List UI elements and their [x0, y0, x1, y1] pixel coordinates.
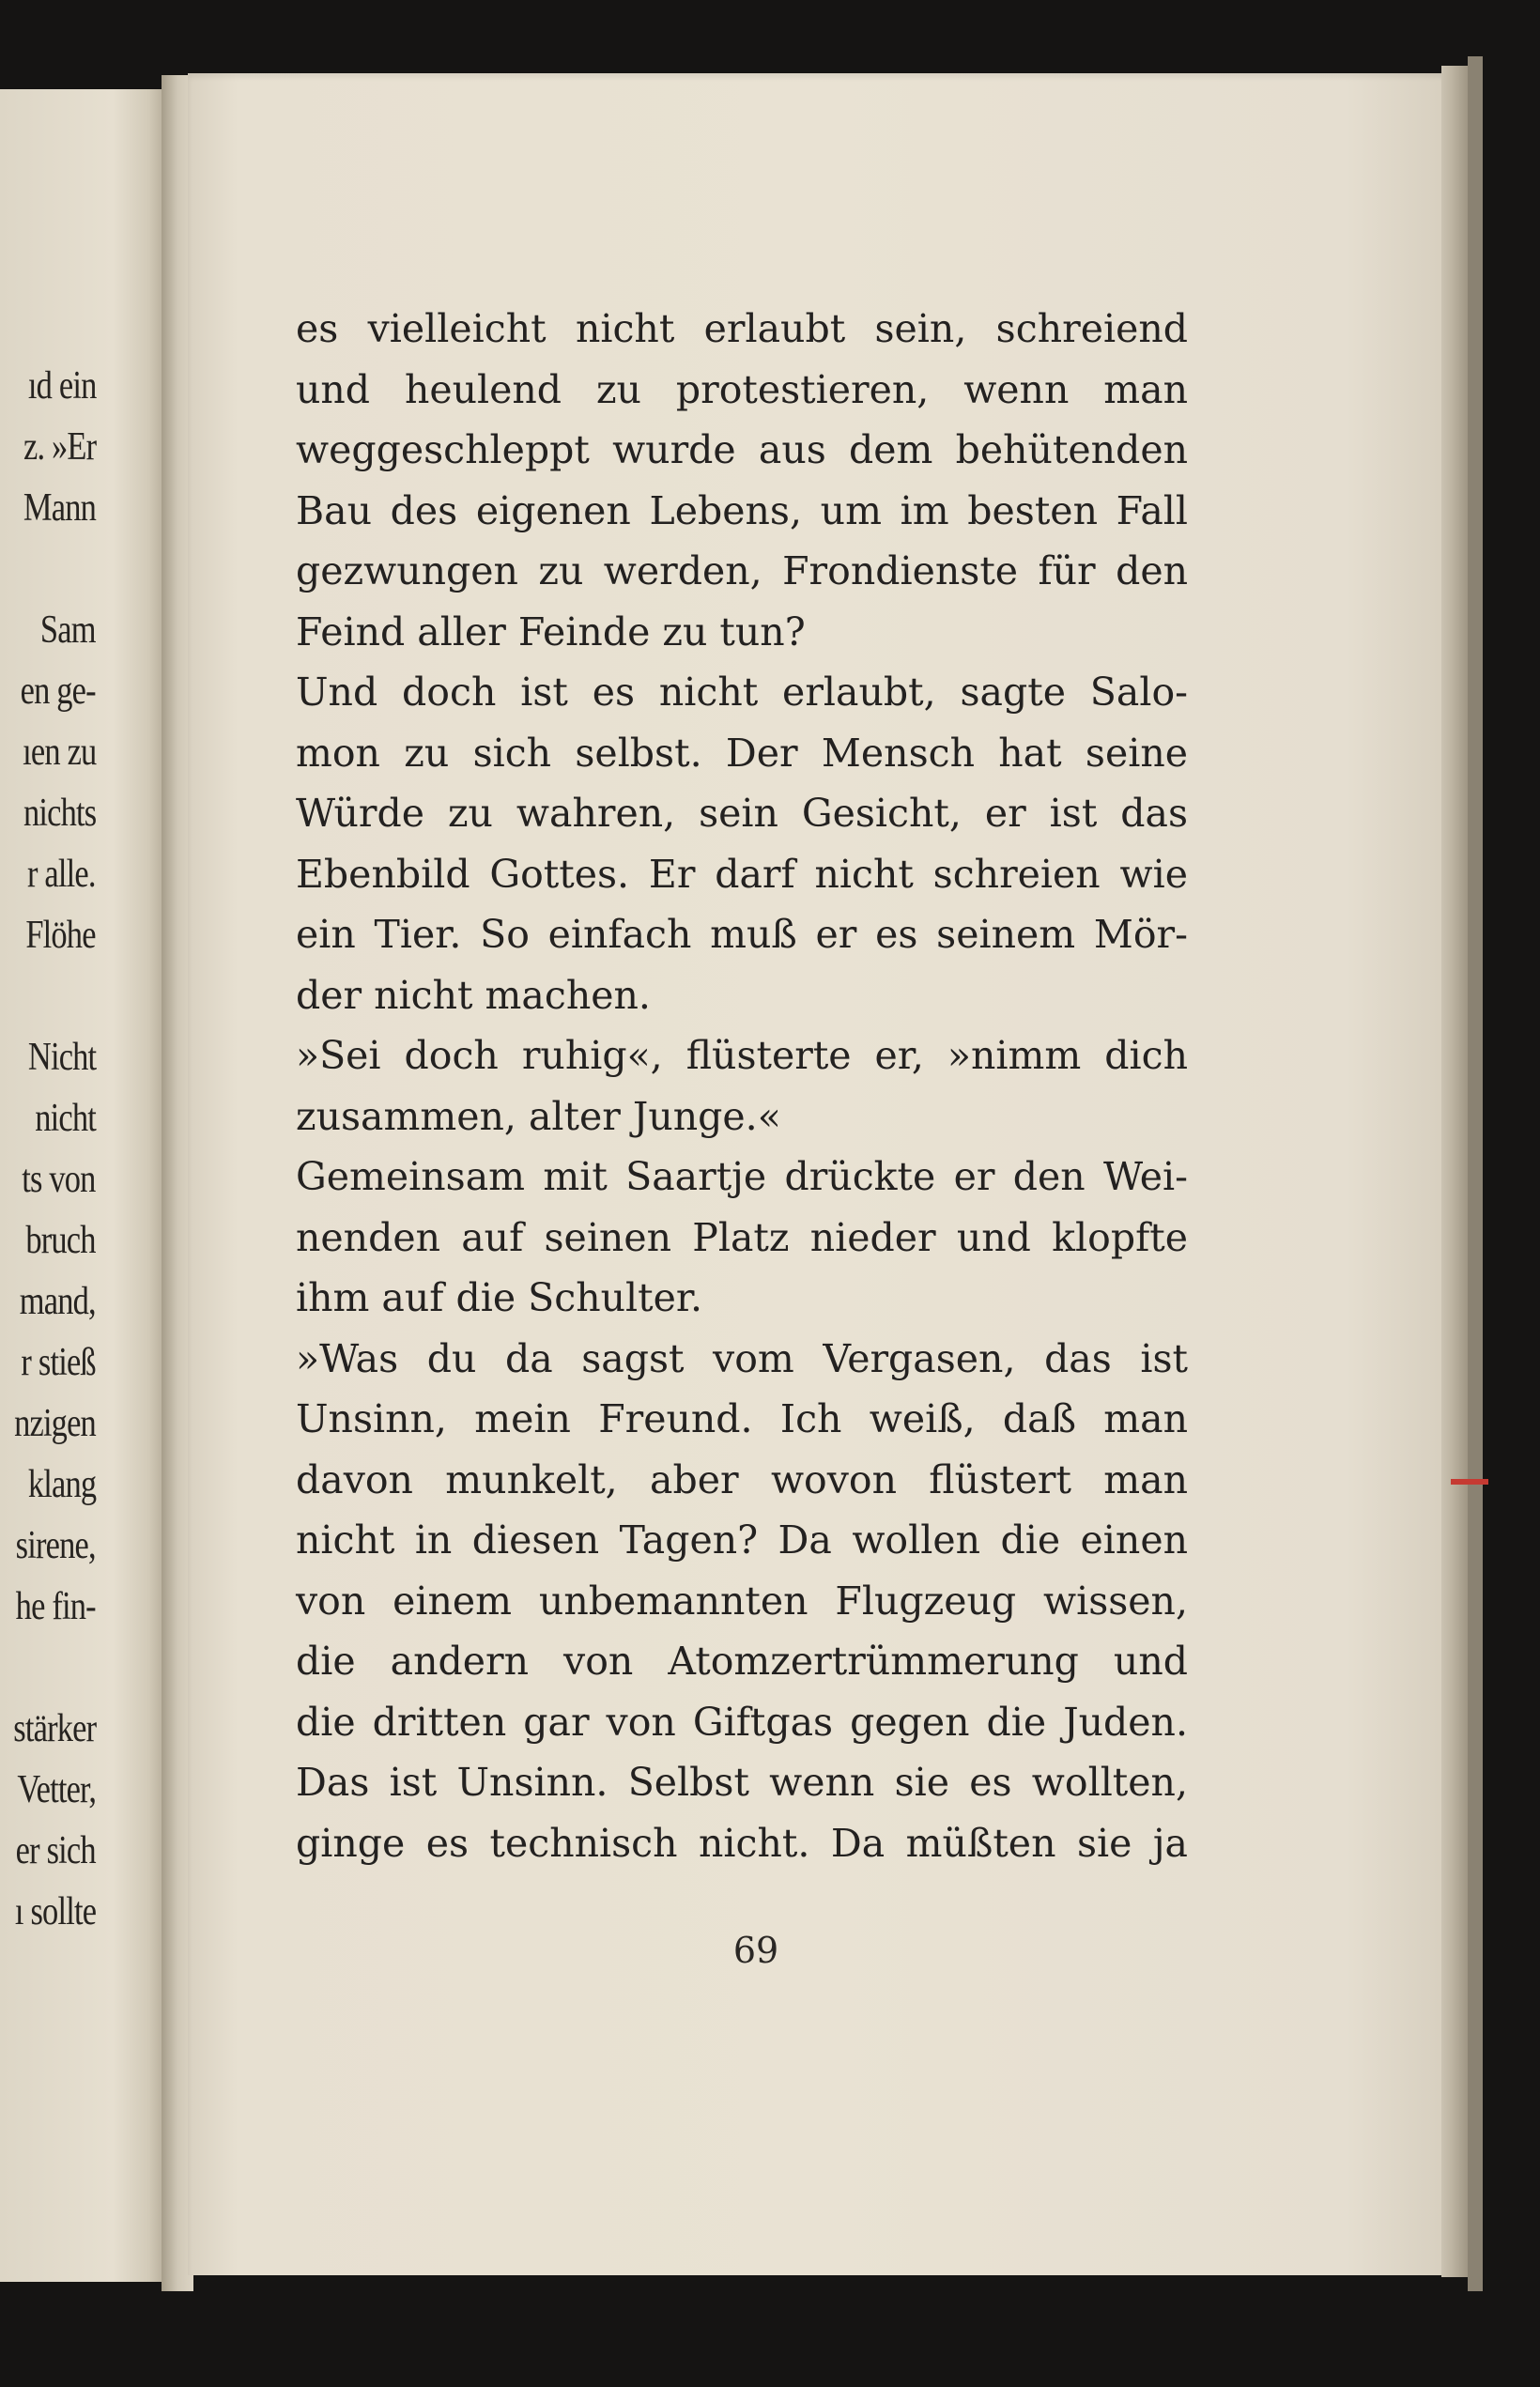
left-page-line: nicht [35, 1097, 96, 1140]
left-page [0, 89, 162, 2282]
book-cover-edge [1468, 56, 1483, 2291]
text-line: »Sei doch ruhig«, flüsterte er, »nimm dich [296, 1033, 1188, 1078]
text-line: zusammen, alter Junge.« [296, 1093, 781, 1139]
body-text [296, 299, 1188, 1873]
text-line: Bau des eigenen Lebens, um im besten Fall [296, 487, 1188, 533]
left-page-line: nzigen [14, 1402, 96, 1445]
page-block-edge [1441, 66, 1468, 2277]
text-line: nenden auf seinen Platz nieder und klopfte [296, 1214, 1188, 1260]
text-line: Gemeinsam mit Saartje drückte er den Wei- [296, 1154, 1188, 1199]
left-page-line: ıd ein [27, 364, 96, 408]
left-page-line: mand, [19, 1280, 96, 1323]
left-page-line: stärker [13, 1707, 96, 1750]
text-line: Feind aller Feinde zu tun? [296, 608, 806, 654]
left-page-line: er sich [15, 1829, 96, 1872]
left-page-line: z. »Er [23, 425, 96, 469]
text-line: gezwungen zu werden, Frondienste für den [296, 548, 1188, 593]
left-page-line: r stieß [21, 1341, 96, 1384]
bookmark-ribbon [1451, 1479, 1488, 1485]
left-page-line: nichts [23, 792, 96, 835]
text-line: nicht in diesen Tagen? Da wollen die einen [296, 1517, 1188, 1563]
left-page-line: Flöhe [25, 914, 96, 957]
text-line: es vielleicht nicht erlaubt sein, schreiend [296, 306, 1188, 351]
text-line: mon zu sich selbst. Der Mensch hat seine [296, 730, 1188, 776]
left-page-line: bruch [25, 1219, 96, 1262]
text-line: davon munkelt, aber wovon flüstert man [296, 1456, 1188, 1502]
text-line: und heulend zu protestieren, wenn man [296, 366, 1188, 412]
text-line: die dritten gar von Giftgas gegen die Juden. [296, 1699, 1188, 1745]
text-line: der nicht machen. [296, 972, 651, 1018]
text-line: von einem unbemannten Flugzeug wissen, [296, 1578, 1188, 1624]
left-page-line: Vetter, [17, 1768, 96, 1811]
left-page-line: Mann [23, 486, 96, 530]
left-page-line: ı sollte [14, 1890, 96, 1933]
text-line: ein Tier. So einfach muß er es seinem Mör- [296, 912, 1188, 957]
text-line: Würde zu wahren, sein Gesicht, er ist das [296, 791, 1188, 836]
left-page-line: ts von [22, 1158, 96, 1201]
text-line: ginge es technisch nicht. Da müßten sie ja [296, 1820, 1188, 1866]
page-number: 69 [732, 1930, 779, 1971]
left-page-line: sirene, [15, 1524, 96, 1567]
text-line: ihm auf die Schulter. [296, 1275, 702, 1320]
text-line: Und doch ist es nicht erlaubt, sagte Salo- [296, 670, 1188, 715]
left-page-line: ıen zu [22, 731, 96, 774]
left-page-line: r alle. [27, 853, 96, 896]
text-line: die andern von Atomzertrümmerung und [296, 1639, 1188, 1684]
text-line: Ebenbild Gottes. Er darf nicht schreien wie [296, 851, 1188, 897]
left-page-line: Nicht [27, 1036, 96, 1079]
left-page-line: Sam [40, 608, 96, 652]
text-line: Unsinn, mein Freund. Ich weiß, daß man [296, 1396, 1188, 1441]
left-page-line: klang [27, 1463, 96, 1506]
text-line: weggeschleppt wurde aus dem behütenden [296, 427, 1188, 472]
left-page-line: he fin- [15, 1585, 96, 1628]
left-page-line: en ge- [20, 670, 96, 713]
text-line: Das ist Unsinn. Selbst wenn sie es wollten, [296, 1760, 1188, 1805]
text-line: »Was du da sagst vom Vergasen, das ist [296, 1335, 1188, 1381]
